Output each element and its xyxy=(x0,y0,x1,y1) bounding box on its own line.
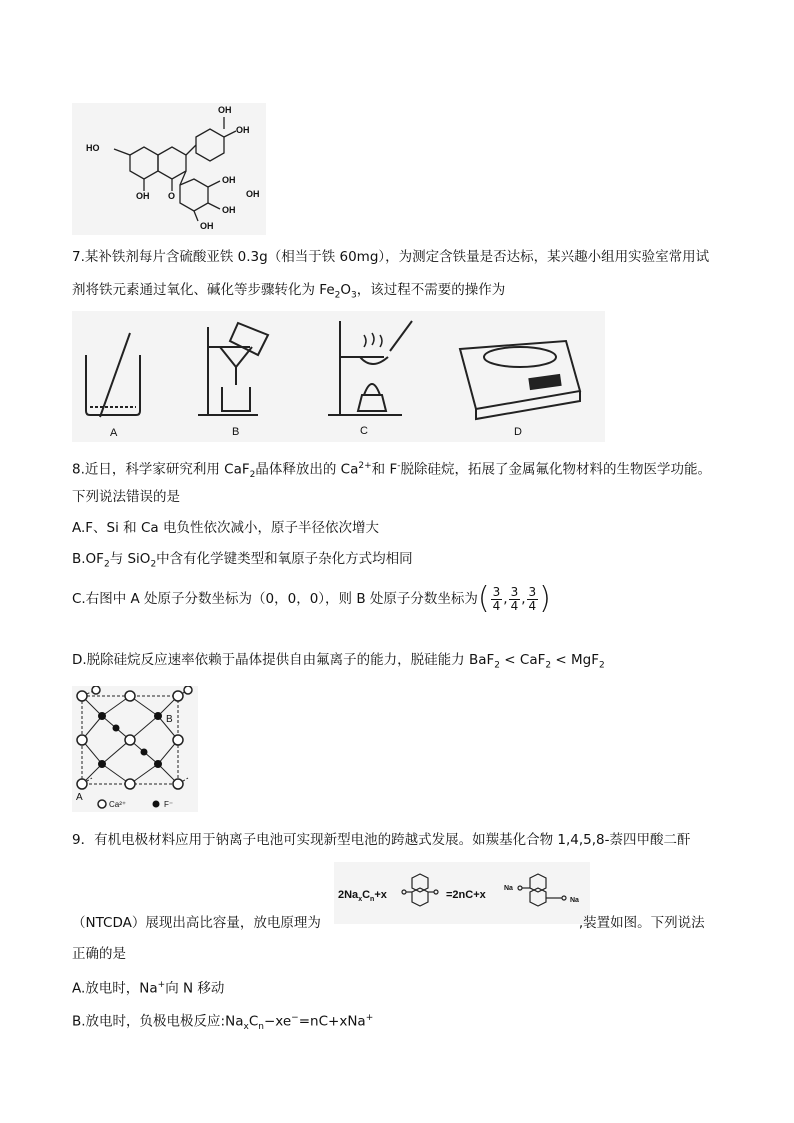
q8-text: 晶体释放出的 Ca xyxy=(255,461,359,478)
q8-option-b xyxy=(72,549,413,575)
superscript: - xyxy=(397,461,401,471)
q8-option-b-text: B.OF xyxy=(72,551,104,567)
crystal-label-a: A xyxy=(76,792,83,803)
q9-option-a-text: A.放电时，Na xyxy=(72,980,158,997)
caf2-crystal-figure xyxy=(72,686,198,812)
q8-option-d-text: < MgF xyxy=(551,652,599,668)
superscript: + xyxy=(157,980,166,990)
superscript: 2+ xyxy=(358,461,372,471)
q9-option-b xyxy=(72,1008,373,1037)
q8-text: 脱除硅烷，拓展了金属氟化物材料的生物医学功能。 xyxy=(400,461,711,478)
superscript: − xyxy=(291,1013,299,1023)
subscript: 2 xyxy=(150,559,157,570)
q8-line2: 下列说法错误的是 xyxy=(72,489,180,505)
q7-line2-text: 剂将铁元素通过氧化、碱化等步骤转化为 Fe xyxy=(72,282,335,298)
caf2-crystal-svg xyxy=(72,686,198,812)
q9-option-b-text: C xyxy=(248,1013,259,1030)
na-label: Na xyxy=(570,897,579,904)
svg-text:2NaxCn+x xyxy=(338,889,388,903)
subscript: 2 xyxy=(599,660,605,671)
apparatus-label-a: A xyxy=(110,427,118,439)
q9-line3: 正确的是 xyxy=(72,946,126,962)
q7-line2-text: ，该过程不需要的操作为 xyxy=(356,282,506,298)
f-legend-label: F⁻ xyxy=(164,800,174,809)
open-paren: ( xyxy=(477,581,490,616)
subscript: 2 xyxy=(334,290,341,301)
q9-option-a xyxy=(72,975,224,999)
oh-label: OH xyxy=(222,175,236,185)
subscript: 2 xyxy=(545,660,552,671)
subscript: x xyxy=(243,1022,249,1033)
q8-option-b-text: 中含有化学键类型和氧原子杂化方式均相同 xyxy=(156,551,413,567)
q8-option-c: C.右图中 A 处原子分数坐标为（0，0，0），则 B 处原子分数坐标为( $\frac{3}{4}$ , $\frac{3}{4}$ , $\frac{3}{4}$ ) xyxy=(72,581,551,616)
q7-line2 xyxy=(72,280,505,306)
q9-option-b-text: =nC+xNa xyxy=(298,1013,366,1030)
subscript: n xyxy=(258,1022,264,1033)
na-label: Na xyxy=(504,885,513,892)
ho-label: HO xyxy=(86,143,100,153)
oh-label: OH xyxy=(218,105,232,115)
q9-option-a-text: 向 N 移动 xyxy=(165,980,225,997)
fraction: $\frac{3}{4}$ xyxy=(510,584,519,613)
q8-line1 xyxy=(72,456,711,485)
q7-apparatus-figure xyxy=(72,311,605,442)
oh-label: OH xyxy=(222,205,236,215)
q7-line2-text: O xyxy=(340,282,351,298)
q8-option-c-text: C.右图中 A 处原子分数坐标为（0，0，0），则 B 处原子分数坐标为 xyxy=(72,591,478,607)
crystal-label-b: B xyxy=(166,714,173,725)
eq-sub: n xyxy=(370,896,375,903)
oh-label: OH xyxy=(200,221,214,231)
apparatus-label-d: D xyxy=(514,426,522,438)
flavonoid-structure-svg xyxy=(72,103,266,235)
eq-plus: +x xyxy=(374,889,387,901)
flavonoid-structure-figure xyxy=(72,103,266,235)
apparatus-label-b: B xyxy=(232,426,240,438)
subscript: 2 xyxy=(249,470,256,481)
q9-option-b-text: −xe xyxy=(263,1013,292,1030)
fraction: $\frac{3}{4}$ xyxy=(492,584,501,613)
q8-option-b-text: 与 SiO xyxy=(109,551,151,567)
oh-label: OH xyxy=(246,189,260,199)
subscript: 3 xyxy=(351,290,357,301)
q9-line2-text: ,装置如图。下列说法 xyxy=(578,915,705,931)
oh-label: OH xyxy=(236,125,250,135)
subscript: 2 xyxy=(103,559,110,570)
q9-line2-text: （NTCDA）展现出高比容量，放电原理为 xyxy=(72,915,321,931)
oh-label: OH xyxy=(136,191,150,201)
q8-option-d-text: < CaF xyxy=(500,652,546,668)
ca-legend-label: Ca²⁺ xyxy=(109,800,127,809)
o-label: O xyxy=(168,191,176,201)
eq-sub: x xyxy=(358,896,363,903)
q8-text: 和 F xyxy=(371,461,398,478)
q8-option-d-text: D.脱除硅烷反应速率依赖于晶体提供自由氟离子的能力，脱硅能力 BaF xyxy=(72,652,495,668)
eq-left: 2Na xyxy=(338,889,359,901)
apparatus-label-c: C xyxy=(360,425,368,437)
q7-line1: 7.某补铁剂每片含硫酸亚铁 0.3g（相当于铁 60mg），为测定含铁量是否达标，某兴趣小组用实验室常用试 xyxy=(72,249,710,265)
q8-text: 8.近日，科学家研究利用 CaF xyxy=(72,461,250,478)
ca-legend-marker xyxy=(98,800,106,808)
q8-option-a: A.F、Si 和 Ca 电负性依次减小，原子半径依次增大 xyxy=(72,520,379,536)
subscript: 2 xyxy=(494,660,501,671)
q9-option-b-text: B.放电时，负极电极反应:Na xyxy=(72,1013,244,1030)
f-legend-marker xyxy=(153,801,160,808)
close-paren: ) xyxy=(539,581,551,616)
q9-line1: 9．有机电极材料应用于钠离子电池可实现新型电池的跨越式发展。如羰基化合物 1,4,5,8-萘四甲酸二酐 xyxy=(72,832,691,848)
q7-apparatus-svg xyxy=(72,311,605,442)
superscript: + xyxy=(365,1013,374,1023)
q9-line2 xyxy=(72,913,705,933)
eq-mid: =2nC+x xyxy=(446,889,486,901)
q8-option-d xyxy=(72,650,605,676)
fraction: $\frac{3}{4}$ xyxy=(528,584,537,613)
eq-c: C xyxy=(362,889,371,901)
